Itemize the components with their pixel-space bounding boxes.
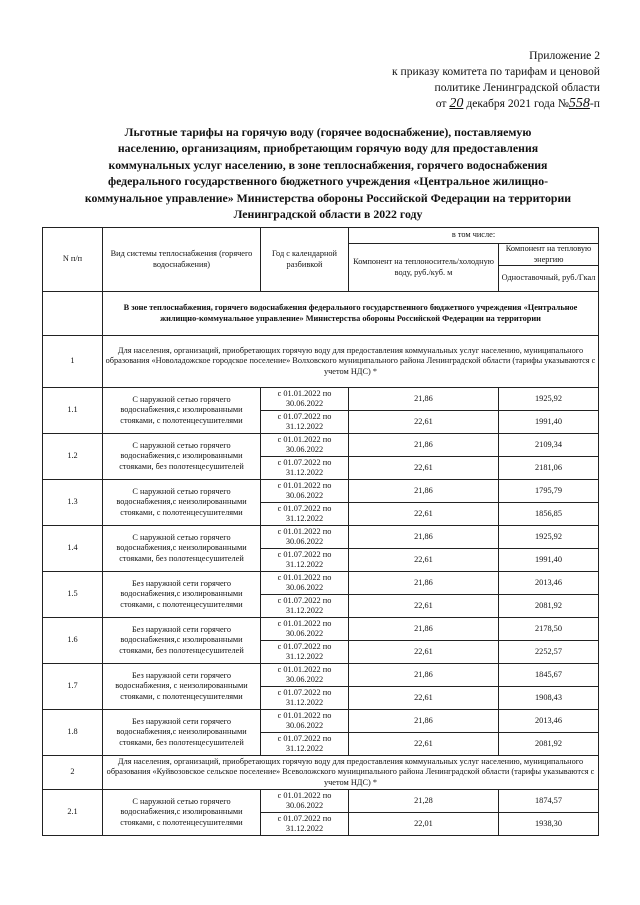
header-carrier: Компонент на теплоноситель/холодную воду, руб./куб. м: [349, 244, 499, 292]
energy-tariff: 2178,50: [499, 618, 599, 641]
carrier-tariff: 22,61: [349, 411, 499, 434]
period: с 01.01.2022 по 30.06.2022: [261, 434, 349, 457]
section-description: Для населения, организаций, приобретающих горячую воду для предоставления коммунальных услуг населению, муниципального образования «Новоладожское городское поселение» Волховского муниципального района Ленинградской области (тарифы указываются с учетом НДС) *: [103, 336, 599, 388]
carrier-tariff: 21,86: [349, 618, 499, 641]
tariff-row: [43, 710, 599, 733]
system-type: Без наружной сети горячего водоснабжения,с неизолированными стояками, без полотенцесушителей: [103, 710, 261, 756]
date-middle: декабря 2021 года №: [466, 97, 569, 110]
carrier-tariff: 21,86: [349, 572, 499, 595]
energy-tariff: 1925,92: [499, 388, 599, 411]
row-number: 1.6: [43, 618, 103, 664]
period: с 01.07.2022 по 31.12.2022: [261, 813, 349, 836]
header-energy-unit: Одноставочный, руб./Гкал: [499, 266, 599, 292]
carrier-tariff: 22,01: [349, 813, 499, 836]
tariff-row: [43, 480, 599, 503]
energy-tariff: 2181,06: [499, 457, 599, 480]
title-line: коммунальное управление» Министерства обороны Российской Федерации на территории: [84, 190, 572, 205]
appendix-date-line: [330, 96, 600, 112]
row-number: 1.1: [43, 388, 103, 434]
zone-heading: В зоне теплоснабжения, горячего водоснабжения федерального государственного бюджетного учреждения «Центральное жилищно-коммунальное управление» Министерства обороны Российской Федерации на территории: [103, 292, 599, 336]
energy-tariff: 1991,40: [499, 411, 599, 434]
row-number: 1.2: [43, 434, 103, 480]
section-number: 2: [43, 756, 103, 790]
carrier-tariff: 21,86: [349, 434, 499, 457]
carrier-tariff: 21,86: [349, 388, 499, 411]
energy-tariff: 2081,92: [499, 595, 599, 618]
row-number: 1.8: [43, 710, 103, 756]
tariff-table-body: [43, 228, 599, 836]
carrier-tariff: 21,86: [349, 526, 499, 549]
section-description: Для населения, организаций, приобретающих горячую воду для предоставления коммунальных услуг населению, муниципального образования «Куйвозовское сельское поселение» Всеволожского муниципального района Ленинградской области (тарифы указываются с учетом НДС) *: [103, 756, 599, 790]
appendix-header: [330, 48, 600, 112]
header-including: в том числе:: [349, 228, 599, 244]
carrier-tariff: 21,86: [349, 480, 499, 503]
tariff-row: [43, 572, 599, 595]
title-line: федерального государственного бюджетного учреждения «Центральное жилищно-: [107, 174, 549, 189]
tariff-row: [43, 388, 599, 411]
title-line: Ленинградской области в 2022 году: [233, 207, 423, 222]
period: с 01.07.2022 по 31.12.2022: [261, 503, 349, 526]
row-number: 1.3: [43, 480, 103, 526]
period: с 01.01.2022 по 30.06.2022: [261, 480, 349, 503]
header-system: Вид системы теплоснабжения (горячего водоснабжения): [103, 228, 261, 292]
row-number: 2.1: [43, 790, 103, 836]
system-type: Без наружной сети горячего водоснабжения, с неизолированными стояками, с полотенцесушителями: [103, 664, 261, 710]
energy-tariff: 2013,46: [499, 710, 599, 733]
carrier-tariff: 22,61: [349, 503, 499, 526]
period: с 01.01.2022 по 30.06.2022: [261, 664, 349, 687]
carrier-tariff: 22,61: [349, 733, 499, 756]
system-type: С наружной сетью горячего водоснабжения,с изолированными стояками, без полотенцесушителей: [103, 434, 261, 480]
energy-tariff: 2081,92: [499, 733, 599, 756]
system-type: С наружной сетью горячего водоснабжения,с изолированными стояками, с полотенцесушителями: [103, 790, 261, 836]
carrier-tariff: 22,61: [349, 457, 499, 480]
tariff-row: [43, 526, 599, 549]
appendix-title: Приложение 2: [529, 49, 600, 62]
section-row: [43, 756, 599, 790]
system-type: С наружной сетью горячего водоснабжения,с неизолированными стояками, без полотенцесушителей: [103, 526, 261, 572]
period: с 01.01.2022 по 30.06.2022: [261, 572, 349, 595]
appendix-committee: политике Ленинградской области: [434, 81, 600, 94]
period: с 01.01.2022 по 30.06.2022: [261, 388, 349, 411]
energy-tariff: 1925,92: [499, 526, 599, 549]
handwritten-day: 20: [449, 96, 464, 111]
zone-row: [43, 292, 599, 336]
system-type: С наружной сетью горячего водоснабжения,с неизолированными стояками, с полотенцесушителями: [103, 480, 261, 526]
header-energy: Компонент на тепловую энергию: [499, 244, 599, 266]
energy-tariff: 2013,46: [499, 572, 599, 595]
period: с 01.07.2022 по 31.12.2022: [261, 411, 349, 434]
date-prefix: от: [435, 97, 447, 110]
period: с 01.07.2022 по 31.12.2022: [261, 641, 349, 664]
energy-tariff: 1874,57: [499, 790, 599, 813]
date-suffix: -п: [589, 97, 600, 110]
energy-tariff: 1795,79: [499, 480, 599, 503]
carrier-tariff: 22,61: [349, 641, 499, 664]
energy-tariff: 1845,67: [499, 664, 599, 687]
carrier-tariff: 21,28: [349, 790, 499, 813]
system-type: Без наружной сети горячего водоснабжения,с изолированными стояками, с полотенцесушителями: [103, 572, 261, 618]
zone-num-cell: [43, 292, 103, 336]
period: с 01.07.2022 по 31.12.2022: [261, 595, 349, 618]
energy-tariff: 1908,43: [499, 687, 599, 710]
carrier-tariff: 22,61: [349, 595, 499, 618]
period: с 01.01.2022 по 30.06.2022: [261, 790, 349, 813]
system-type: С наружной сетью горячего водоснабжения,с изолированными стояками, с полотенцесушителями: [103, 388, 261, 434]
header-num: N п/п: [43, 228, 103, 292]
period: с 01.01.2022 по 30.06.2022: [261, 710, 349, 733]
row-number: 1.5: [43, 572, 103, 618]
row-number: 1.4: [43, 526, 103, 572]
tariff-row: [43, 434, 599, 457]
document-title: [48, 124, 608, 222]
tariff-row: [43, 618, 599, 641]
system-type: Без наружной сети горячего водоснабжения,с изолированными стояками, без полотенцесушителей: [103, 618, 261, 664]
energy-tariff: 1938,30: [499, 813, 599, 836]
row-number: 1.7: [43, 664, 103, 710]
tariff-row: [43, 664, 599, 687]
header-year: Год с календарной разбивкой: [261, 228, 349, 292]
energy-tariff: 1856,85: [499, 503, 599, 526]
period: с 01.07.2022 по 31.12.2022: [261, 549, 349, 572]
tariff-row: [43, 790, 599, 813]
carrier-tariff: 21,86: [349, 710, 499, 733]
carrier-tariff: 22,61: [349, 687, 499, 710]
carrier-tariff: 22,61: [349, 549, 499, 572]
period: с 01.07.2022 по 31.12.2022: [261, 733, 349, 756]
period: с 01.01.2022 по 30.06.2022: [261, 618, 349, 641]
energy-tariff: 2252,57: [499, 641, 599, 664]
header-row: [43, 228, 599, 244]
section-row: [43, 336, 599, 388]
period: с 01.01.2022 по 30.06.2022: [261, 526, 349, 549]
period: с 01.07.2022 по 31.12.2022: [261, 687, 349, 710]
handwritten-order-number: 558: [568, 96, 590, 111]
title-line: населению, организациям, приобретающим горячую воду для предоставления: [117, 141, 539, 156]
carrier-tariff: 21,86: [349, 664, 499, 687]
appendix-order-ref: к приказу комитета по тарифам и ценовой: [392, 65, 600, 78]
period: с 01.07.2022 по 31.12.2022: [261, 457, 349, 480]
section-number: 1: [43, 336, 103, 388]
tariff-table: [42, 227, 599, 836]
energy-tariff: 2109,34: [499, 434, 599, 457]
energy-tariff: 1991,40: [499, 549, 599, 572]
title-line: коммунальных услуг населению, в зоне теплоснабжения, горячего водоснабжения: [108, 157, 548, 172]
title-line: Льготные тарифы на горячую воду (горячее водоснабжение), поставляемую: [124, 125, 532, 139]
